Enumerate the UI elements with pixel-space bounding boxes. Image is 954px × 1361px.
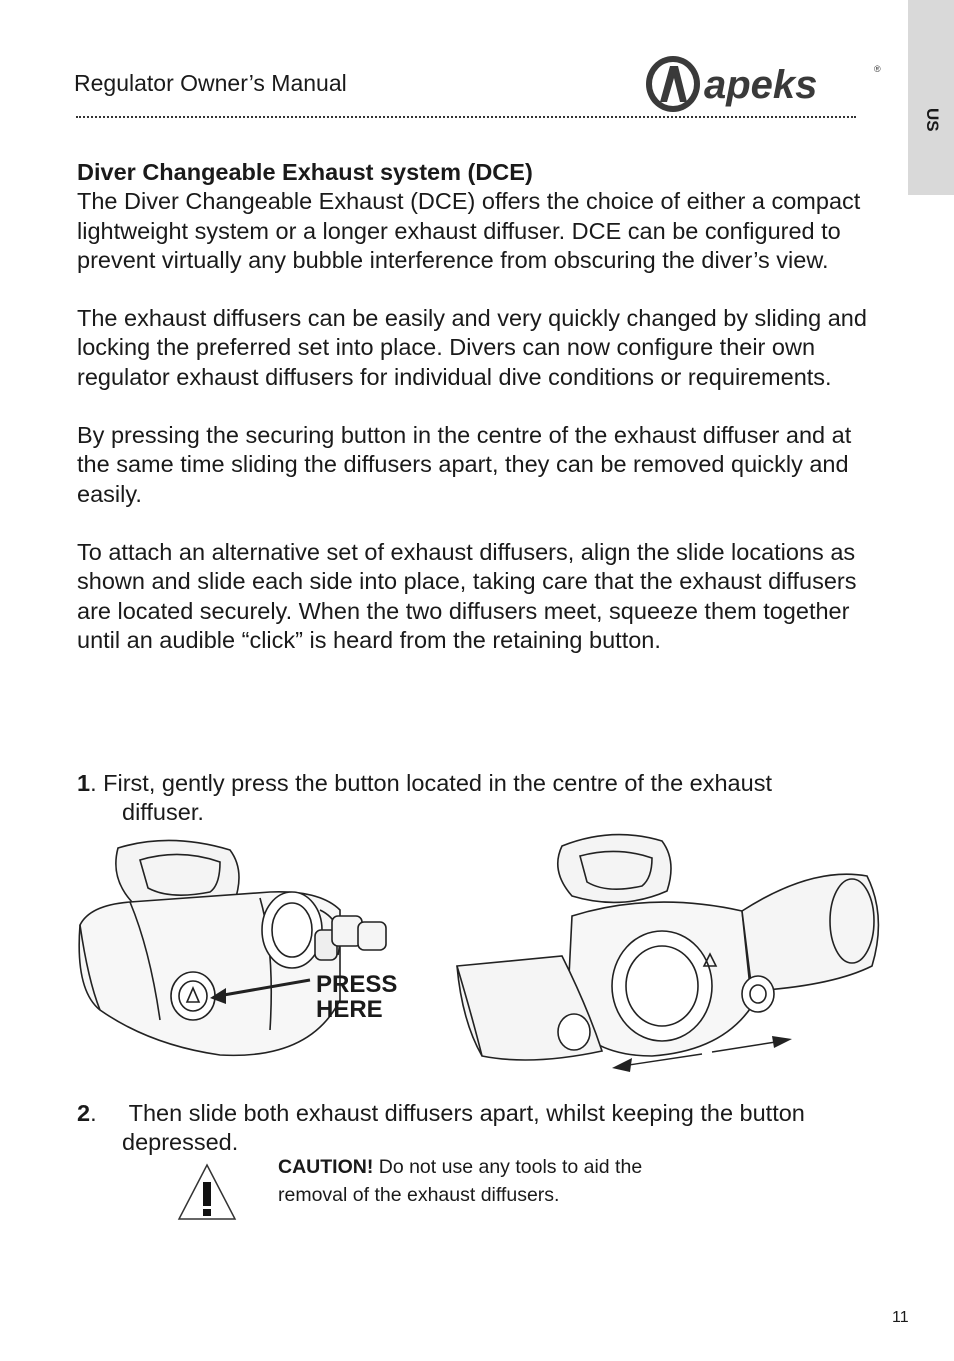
step-text: First, gently press the button located in the centre of the exhaust [103,770,772,796]
step-2: 2. Then slide both exhaust diffusers apart, whilst keeping the button depressed. [77,1099,887,1158]
step-text-cont: depressed. [122,1129,239,1156]
header-title: Regulator Owner’s Manual [74,70,347,96]
step-text-cont: diffuser. [122,799,204,826]
press-here-label: PRESS HERE [316,971,398,1023]
language-tab-label: US [923,108,942,132]
paragraph: The Diver Changeable Exhaust (DCE) offers the choice of either a compact lightweight system or a longer exhaust diffuser. DCE can be configured to prevent virtually any bubble interference from obscuring the diver’s view. [77,188,861,273]
language-tab [908,0,954,195]
header-divider [76,116,856,118]
svg-text:®: ® [874,64,881,74]
caution-text: Do not use any tools to aid the [373,1156,643,1178]
caution-note [278,1153,718,1209]
section-heading: Diver Changeable Exhaust system (DCE) [77,159,533,185]
paragraph: To attach an alternative set of exhaust diffusers, align the slide locations as shown and slide each side into place, taking care that the exhaust diffusers are located securely. When the two diffusers meet, squeeze them together until an audible “click” is heard from the retaining button. [77,538,857,653]
page-number: 11 [892,1309,909,1326]
apeks-logo [640,52,882,114]
step-number: 1 [77,770,91,796]
warning-icon [176,1162,238,1222]
step-number: 2 [77,1100,91,1126]
logo-text: apeks [704,63,818,107]
caution-text-cont: removal of the exhaust diffusers. [278,1184,560,1206]
section-body [77,158,887,684]
regulator-illustration-slide-apart [452,826,884,1076]
step-1: 1. First, gently press the button located in the centre of the exhaust diffuser. [77,769,887,828]
paragraph: By pressing the securing button in the centre of the exhaust diffuser and at the same time sliding the diffusers apart, they can be removed quickly and easily. [77,422,852,507]
regulator-illustration-press [70,830,420,1060]
paragraph: The exhaust diffusers can be easily and very quickly changed by sliding and locking the preferred set into place. Divers can now configure their own regulator exhaust diffusers for individual dive conditions or requirements. [77,305,867,390]
step-text: Then slide both exhaust diffusers apart, whilst keeping the button [128,1100,805,1126]
caution-label: CAUTION! [278,1156,374,1178]
